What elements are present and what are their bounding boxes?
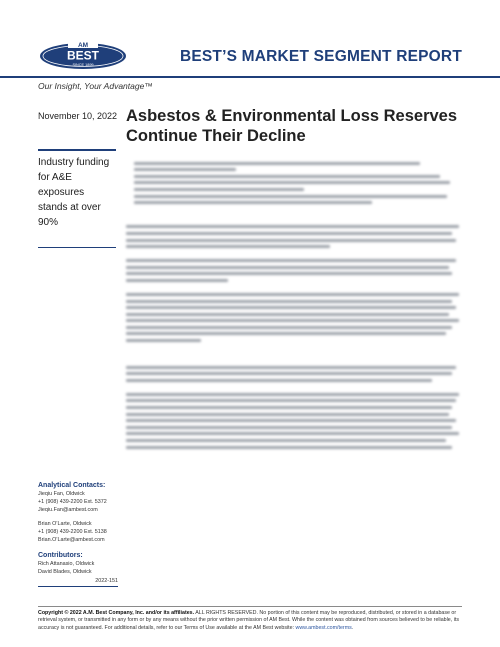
blurred-heading	[126, 149, 466, 158]
report-header	[0, 0, 500, 92]
contact-email[interactable]: Brian.O’Larte@ambest.com	[38, 537, 105, 543]
header-divider	[0, 76, 500, 78]
contact-email[interactable]: Jieqiu.Fan@ambest.com	[38, 507, 98, 513]
contributor-name: David Blades, Oldwick	[38, 569, 92, 575]
pull-quote	[38, 149, 116, 248]
blurred-paragraph	[126, 225, 466, 248]
rights-statement: ALL RIGHTS RESERVED. No portion of this content may be reproduced, distributed, or stored in a database or retrieval system, or transmitted in any form or by any means without the prior written permission of AM Best. While the content was obtained from sources believed to be reliable, its accuracy is not guaranteed. For additional details, refer to our Terms of Use available at the AM Best website:	[38, 610, 459, 631]
blurred-body-text	[126, 149, 466, 601]
blurred-paragraph	[126, 393, 466, 449]
logo-best-text: BEST	[66, 48, 100, 63]
sidebar-divider	[38, 586, 118, 587]
contact-phone: +1 (908) 439-2200 Ext. 5138	[38, 529, 107, 535]
contributors-heading: Contributors:	[38, 552, 83, 559]
analytical-contacts-heading: Analytical Contacts:	[38, 482, 106, 489]
contact-name: Jieqiu Fan, Oldwick	[38, 491, 85, 497]
tagline: Our Insight, Your Advantage™	[38, 81, 153, 91]
logo-since-text: SINCE 1899	[72, 62, 94, 67]
contributors	[38, 552, 118, 587]
page-title: Asbestos & Environmental Loss Reserves Continue Their Decline	[126, 107, 458, 145]
am-best-logo	[38, 40, 128, 70]
contributor-name: Rich Attanasio, Oldwick	[38, 561, 95, 567]
logo-am-text: AM	[77, 42, 89, 49]
blurred-paragraph	[126, 293, 466, 342]
blurred-heading	[126, 353, 466, 362]
footer-divider	[38, 606, 462, 607]
report-code: 2022-151	[95, 578, 118, 584]
report-date: November 10, 2022	[38, 111, 118, 121]
terms-link[interactable]: www.ambest.com/terms	[295, 624, 352, 631]
blurred-paragraph	[126, 259, 466, 282]
contacts-sidebar	[38, 482, 118, 595]
contact-phone: +1 (908) 439-2200 Ext. 5372	[38, 499, 107, 505]
analytical-contacts	[38, 482, 118, 544]
footer-end: .	[351, 624, 354, 631]
report-series-title: BEST’S MARKET SEGMENT REPORT	[179, 48, 462, 65]
copyright-notice: Copyright © 2022 A.M. Best Company, Inc. and/or its affiliates.	[38, 610, 195, 616]
contact-name: Brian O’Larte, Oldwick	[38, 521, 92, 527]
pull-quote-text: Industry funding for A&E exposures stands at over 90%	[38, 157, 110, 228]
copyright-footer	[38, 610, 462, 632]
blurred-paragraph	[126, 366, 466, 382]
